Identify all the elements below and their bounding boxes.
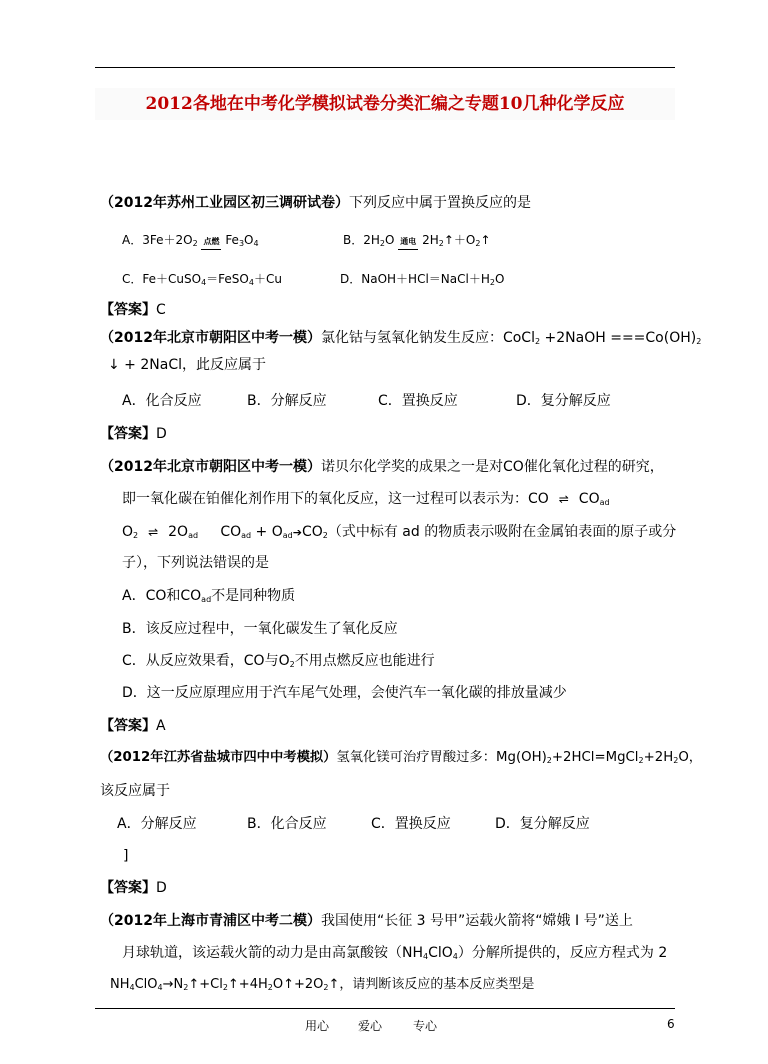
q2-option-d: D．复分解反应 <box>516 393 611 409</box>
q5-line2: 月球轨道，该运载火箭的动力是由高氯酸铵$(NH_4ClO_4)$分解所提供的，反应方程式为 2 <box>122 945 668 961</box>
q4-option-a: A．分解反应 <box>117 816 197 832</box>
q4-answer: 【答案】D <box>100 880 167 896</box>
q3-line4: 子），下列说法错误的是 <box>122 555 269 571</box>
q5-source: （2012年上海市青浦区中考二模） <box>100 913 321 929</box>
document-title: 2012各地在中考化学模拟试卷分类汇编之专题10几种化学反应 <box>95 88 675 120</box>
q4-source: （2012年江苏省盐城市四中中考模拟） <box>100 750 337 765</box>
q1-answer: 【答案】C <box>100 302 166 318</box>
q2-source: （2012年北京市朝阳区中考一模） <box>100 330 321 346</box>
q2-line: （2012年北京市朝阳区中考一模）氯化钴与氢氧化钠发生反应：CoCl$_2$ +2NaOH $===Co(OH)_2$ <box>100 330 702 346</box>
q2-option-a: A．化合反应 <box>122 393 202 409</box>
condition-ignite: 点燃 <box>201 232 221 252</box>
q4-option-d: D．复分解反应 <box>495 816 590 832</box>
q5-line3: $NH_4ClO_4\to N_2↑+Cl_2↑+4H_2O↑+2O_2↑$，请判断该反应的基本反应类型是 <box>110 977 535 992</box>
q1-option-a: A．$3Fe+2O_2$ 点燃 $Fe_3O_4$ <box>122 230 259 252</box>
q3-line: （2012年北京市朝阳区中考一模）诺贝尔化学奖的成果之一是对CO催化氧化过程的研究， <box>100 459 664 475</box>
footer-rule <box>95 1008 675 1009</box>
header-rule <box>95 67 675 68</box>
q5-line: （2012年上海市青浦区中考二模）我国使用“长征 3 号甲”运载火箭将“嫦娥 I 号”送上 <box>100 913 633 929</box>
q3-source: （2012年北京市朝阳区中考一模） <box>100 459 321 475</box>
q4-option-b: B．化合反应 <box>247 816 327 832</box>
q4-line: （2012年江苏省盐城市四中中考模拟）氢氧化镁可治疗胃酸过多：$Mg(OH)_2+2HCl=MgCl_2+2H_2O$， <box>100 750 703 765</box>
q3-option-a: A．CO和$CO_{ad}$不是同种物质 <box>122 588 296 604</box>
q4-line2: 该反应属于 <box>100 783 170 799</box>
q3-line2: 即一氧化碳在铂催化剂作用下的氧化反应，这一过程可以表示为：CO ⇌ $CO_{ad}$ <box>122 491 610 507</box>
q4-option-c: C．置换反应 <box>371 816 451 832</box>
page-number: 6 <box>667 1017 675 1031</box>
q3-answer: 【答案】A <box>100 718 166 734</box>
footer-item: 爱心 <box>358 1019 383 1033</box>
reaction-arrow-icon: ➔ <box>292 526 302 539</box>
q2-option-c: C．置换反应 <box>378 393 458 409</box>
q2-line2: ↓ + 2NaCl，此反应属于 <box>108 357 266 373</box>
q3-option-d: D．这一反应原理应用于汽车尾气处理，会使汽车一氧化碳的排放量减少 <box>122 685 567 701</box>
q3-option-b: B．该反应过程中，一氧化碳发生了氧化反应 <box>122 621 398 637</box>
q1-option-b: B．$2H_2O$ 通电 $2H_2↑+O_2↑$ <box>343 230 491 252</box>
condition-electrolysis: 通电 <box>398 232 418 252</box>
q2-answer: 【答案】D <box>100 426 167 442</box>
equilibrium-arrow-icon: ⇌ <box>148 525 159 539</box>
q3-option-c: C．从反应效果看，CO与$O_2$不用点燃反应也能进行 <box>122 653 435 669</box>
q1-option-c: C．Fe＋CuSO$_4$＝FeSO$_4$＋Cu <box>122 272 282 287</box>
footer-item: 用心 <box>305 1019 330 1033</box>
q1-line <box>100 193 531 213</box>
footer-item: 专心 <box>413 1019 438 1033</box>
q4-bracket: ] <box>123 848 129 864</box>
q3-line3: $O_2$ ⇌ $2O_{ad}$ $CO_{ad}$ + $O_{ad}➔CO_2$（式中标有 ad 的物质表示吸附在金属铂表面的原子或分 <box>122 524 677 540</box>
q1-option-d: D．$NaOH+HCl=NaCl+H_2O$ <box>340 272 505 287</box>
q1-stem: 下列反应中属于置换反应的是 <box>348 195 531 211</box>
q1-source: （2012年苏州工业园区初三调研试卷） <box>100 195 349 211</box>
q2-option-b: B．分解反应 <box>247 393 327 409</box>
equilibrium-arrow-icon: ⇌ <box>558 492 569 506</box>
